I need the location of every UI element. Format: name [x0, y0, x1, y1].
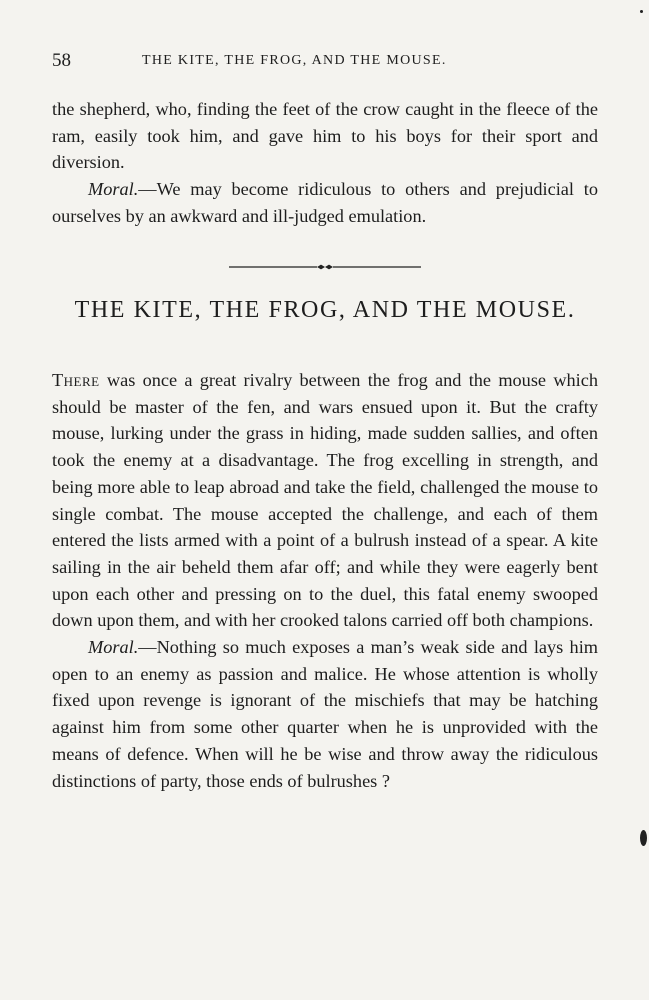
fable-moral: [52, 634, 598, 794]
moral-text: —We may become ridiculous to others and prejudicial to ourselves by an awkward and ill-judged emulation.: [52, 179, 598, 226]
previous-fable-moral: [52, 176, 598, 229]
moral-text: —Nothing so much exposes a man’s weak side and lays him open to an enemy as passion and malice. He whose attention is wholly fixed upon revenge is ignorant of the mischiefs that may be hatching against him from some other quarter when he is unprovided with the means of defence. When will he be wise and throw away the ridiculous distinctions of party, those ends of bulrushes ?: [52, 637, 598, 791]
fable-text: [52, 367, 598, 634]
page-number: 58: [52, 50, 71, 71]
fable-body: [52, 367, 598, 794]
fable-body-text: was once a great rivalry between the frog and the mouse which should be master of the fen, and wars ensued upon it. But the crafty mouse, lurking under the grass in hiding, made sudden sallies, and often took the enemy at a disadvantage. The frog excelling in strength, and being more able to leap abroad and take the field, challenged the mouse to single combat. The mouse accepted the challenge, and each of them entered the lists armed with a point of a bulrush instead of a spear. A kite sailing in the air beheld them afar off; and while they were eagerly bent upon each other and pressing on to the duel, this fatal enemy swooped down upon them, and with her crooked talons carried off both champions.: [52, 370, 598, 631]
section-divider-ornament: [229, 262, 421, 272]
previous-fable-ending: [52, 96, 598, 230]
ink-speck: [640, 10, 643, 13]
ink-speck: [640, 830, 647, 846]
previous-fable-text: the shepherd, who, finding the feet of the crow caught in the fleece of the ram, easily took him, and gave him to his boys for their sport and diversion.: [52, 99, 598, 173]
fable-title: THE KITE, THE FROG, AND THE MOUSE.: [74, 297, 576, 323]
moral-label: Moral.: [88, 637, 139, 658]
opening-word: There: [52, 370, 100, 390]
running-head: [52, 50, 597, 72]
running-title: THE KITE, THE FROG, AND THE MOUSE.: [142, 53, 447, 68]
moral-label: Moral.: [88, 179, 139, 200]
